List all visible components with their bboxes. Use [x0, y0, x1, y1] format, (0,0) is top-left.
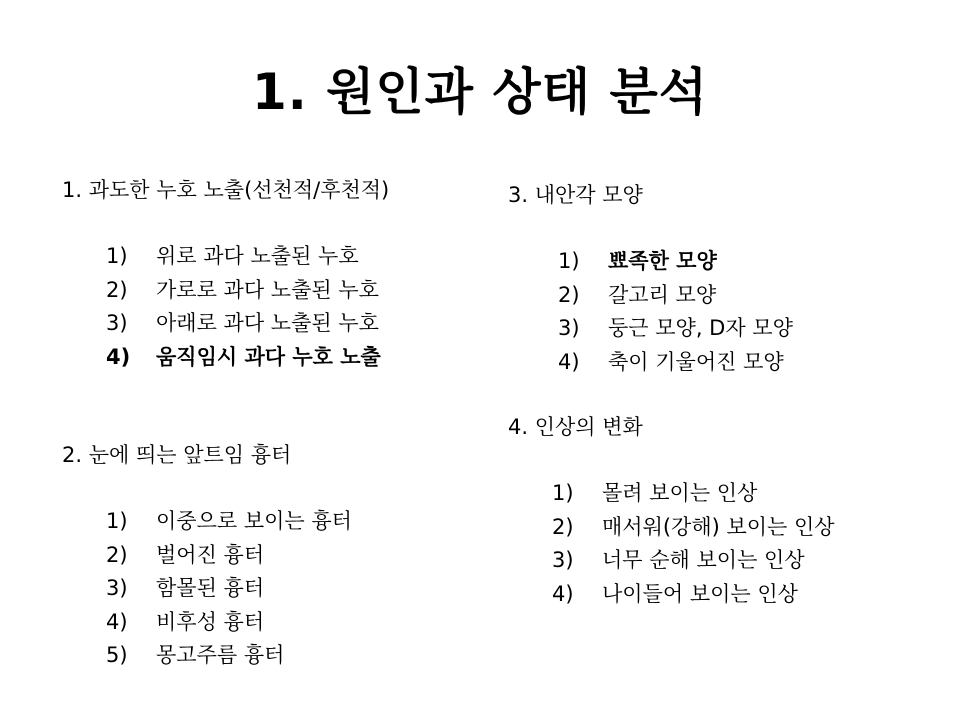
list-item — [106, 539, 352, 573]
item-text: 움직임시 과다 누호 노출 — [156, 344, 381, 369]
item-number: 5) — [106, 643, 128, 667]
item-number: 1) — [106, 244, 128, 268]
item-text: 나이들어 보이는 인상 — [602, 581, 798, 606]
item-text: 가로로 과다 노출된 누호 — [156, 277, 379, 302]
item-text: 벌어진 흉터 — [156, 542, 265, 567]
item-number: 3) — [106, 311, 128, 335]
item-list — [552, 477, 835, 611]
item-number: 4) — [106, 609, 128, 634]
list-item — [552, 544, 835, 578]
item-text: 이중으로 보이는 흉터 — [156, 509, 352, 533]
section-heading: 4. 인상의 변화 — [508, 415, 643, 439]
list-item — [106, 341, 389, 375]
list-item — [558, 312, 793, 346]
list-item — [106, 505, 352, 539]
section-visible-epicanthoplasty-scar — [62, 440, 352, 673]
item-text: 축이 기울어진 모양 — [608, 349, 784, 374]
item-number: 4) — [106, 344, 131, 369]
list-item — [106, 639, 352, 673]
list-item — [558, 245, 793, 279]
list-item — [552, 477, 835, 511]
item-number: 1) — [558, 249, 580, 273]
list-item — [106, 240, 389, 274]
item-text: 매서워(강해) 보이는 인상 — [602, 514, 835, 539]
item-text: 갈고리 모양 — [608, 282, 717, 307]
list-item — [106, 606, 352, 640]
item-number: 3) — [106, 576, 128, 600]
section-impression-change — [508, 412, 835, 611]
section-excessive-caruncle-exposure — [62, 175, 389, 374]
item-text: 몽고주름 흉터 — [156, 643, 285, 667]
item-number: 4) — [558, 349, 580, 374]
item-number: 2) — [106, 277, 128, 302]
item-text: 비후성 흉터 — [156, 609, 265, 634]
item-number: 2) — [558, 282, 580, 307]
item-number: 2) — [106, 542, 128, 567]
item-list — [106, 505, 352, 673]
item-number: 2) — [552, 514, 574, 539]
section-heading: 2. 눈에 띄는 앞트임 흉터 — [62, 443, 292, 467]
list-item — [106, 307, 389, 341]
list-item — [558, 279, 793, 313]
item-list — [558, 245, 793, 379]
list-item — [106, 274, 389, 308]
item-text: 함몰된 흉터 — [156, 576, 265, 600]
item-text: 아래로 과다 노출된 누호 — [156, 311, 379, 335]
item-number: 3) — [558, 316, 580, 340]
item-number: 1) — [106, 509, 128, 533]
item-number: 1) — [552, 481, 574, 505]
list-item — [552, 578, 835, 612]
item-text: 둥근 모양, D자 모양 — [608, 316, 793, 340]
section-heading: 3. 내안각 모양 — [508, 183, 643, 207]
section-inner-canthus-shape — [508, 180, 793, 379]
list-item — [106, 572, 352, 606]
item-number: 3) — [552, 548, 574, 572]
item-text: 위로 과다 노출된 누호 — [156, 244, 359, 268]
list-item — [552, 511, 835, 545]
item-text: 뾰족한 모양 — [608, 249, 717, 273]
item-list — [106, 240, 389, 374]
list-item — [558, 346, 793, 380]
item-number: 4) — [552, 581, 574, 606]
item-text: 너무 순해 보이는 인상 — [602, 548, 805, 572]
slide-title: 1. 원인과 상태 분석 — [251, 63, 709, 121]
item-text: 몰려 보이는 인상 — [602, 481, 758, 505]
section-heading: 1. 과도한 누호 노출(선천적/후천적) — [62, 178, 390, 202]
